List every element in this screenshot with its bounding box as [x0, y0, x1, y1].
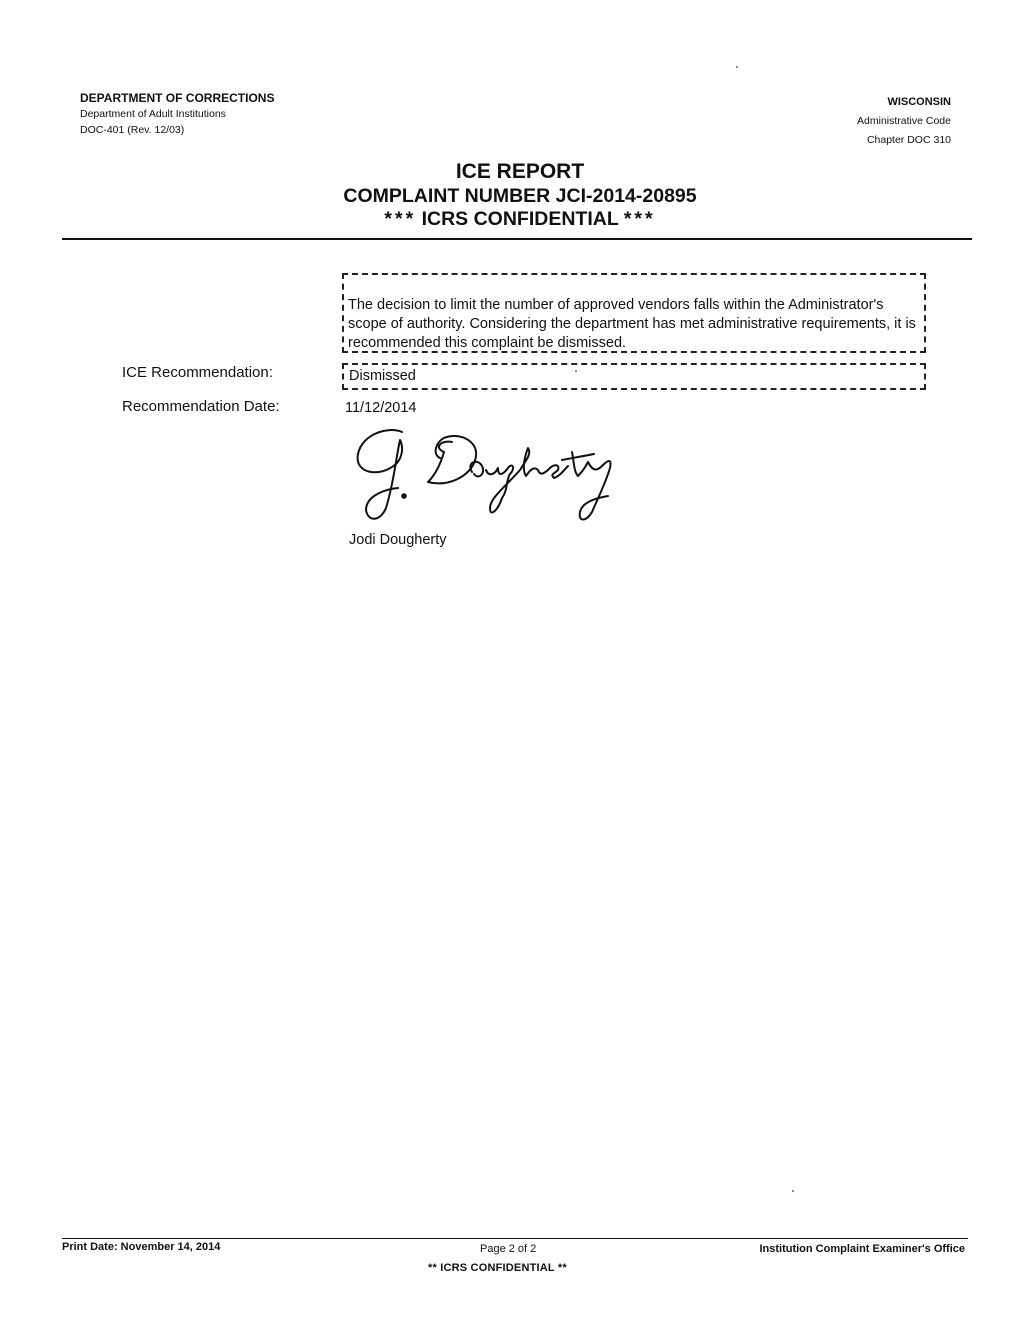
scan-speck [575, 370, 577, 372]
confidential-banner [0, 208, 1024, 231]
report-title-line: ICE REPORT [455, 160, 585, 183]
print-date: Print Date: November 14, 2014 [62, 1241, 221, 1253]
department-name: DEPARTMENT OF CORRECTIONS [80, 91, 275, 105]
form-number: DOC-401 (Rev. 12/03) [80, 123, 185, 136]
recommendation-summary: The decision to limit the number of approved vendors falls within the Administrator's scope of authority. Considering the department has met administrative requirements, it is recommended this complaint be dismissed. [348, 297, 916, 351]
chapter-reference: Chapter DOC 310 [866, 133, 951, 146]
stars-right: *** [623, 207, 656, 230]
administrative-code: Administrative Code [857, 115, 951, 128]
ice-recommendation-label: ICE Recommendation: [122, 364, 273, 381]
header-divider [62, 238, 972, 240]
header-left-block [80, 90, 274, 138]
scan-speck [792, 1190, 794, 1192]
header-right-block [857, 93, 951, 149]
ice-recommendation-value: Dismissed [349, 368, 416, 384]
signature-image [340, 418, 640, 533]
signer-name: Jodi Dougherty [349, 532, 447, 548]
page-number: Page 2 of 2 [480, 1243, 537, 1255]
complaint-number: COMPLAINT NUMBER JCI-2014-20895 [343, 184, 697, 207]
stars-left: *** [384, 207, 417, 230]
confidential-text: ICRS CONFIDENTIAL [421, 207, 619, 230]
ice-recommendation-box [342, 363, 926, 390]
report-title [0, 160, 1024, 231]
footer-confidential: ** ICRS CONFIDENTIAL ** [428, 1262, 567, 1274]
recommendation-date-label: Recommendation Date: [122, 398, 280, 415]
office-name: Institution Complaint Examiner's Office [759, 1243, 965, 1255]
state-name: WISCONSIN [887, 96, 951, 108]
footer-divider [62, 1238, 968, 1239]
recommendation-date-value: 11/12/2014 [345, 400, 417, 416]
division-name: Department of Adult Institutions [80, 108, 226, 121]
scan-speck [736, 66, 738, 68]
